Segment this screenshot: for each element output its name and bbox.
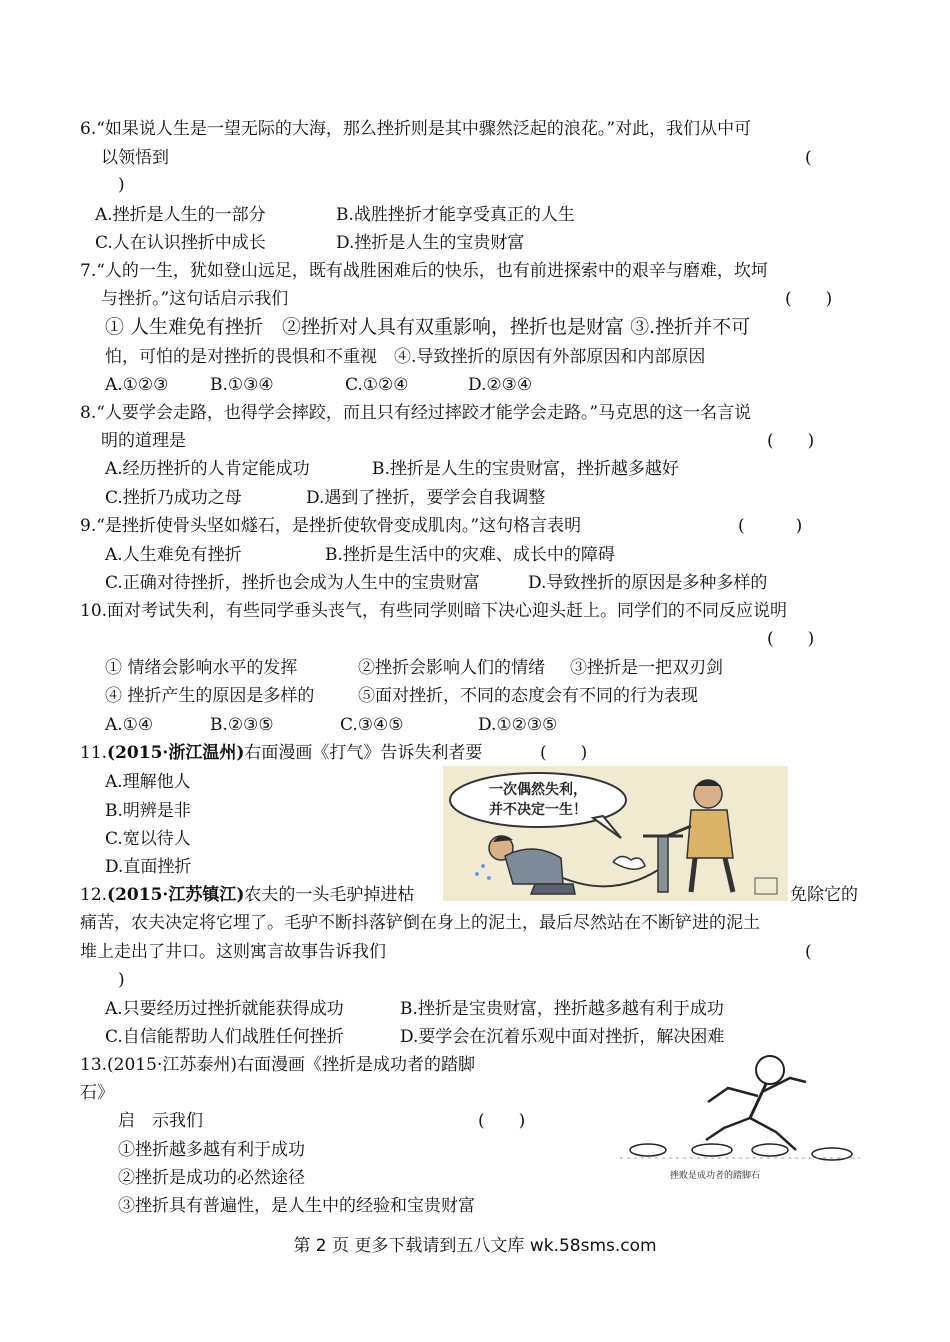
q7-line-1: 7.“人的一生，犹如登山远足，既有战胜困难后的快乐，也有前进探索中的艰辛与磨难，坎坷: [80, 261, 768, 281]
q13-line-2: 石》: [80, 1083, 114, 1103]
q10-statement-3: ③挫折是一把双刃剑: [570, 658, 723, 678]
q10-option-a: A.①④: [105, 715, 154, 735]
cartoon-bubble-line-1: 一次偶然失利，: [489, 782, 587, 798]
q10-option-c: C.③④⑤: [340, 715, 404, 735]
q6-option-a: A.挫折是人生的一部分: [95, 205, 266, 225]
q10-statement-2: ②挫折会影响人们的情绪: [358, 658, 545, 678]
cartoon-caption: 挫败是成功者的踏脚石: [669, 1171, 761, 1181]
q10-statement-5: ⑤面对挫折，不同的态度会有不同的行为表现: [358, 686, 698, 706]
q11-line-1: [80, 741, 482, 765]
q6-paren-close: ): [118, 175, 125, 195]
cartoon-bubble-line-2: 并不决定一生！: [489, 802, 587, 818]
q12-line-1-right: 免除它的: [790, 885, 858, 905]
q10-paren: ( ): [767, 629, 815, 649]
q8-paren: ( ): [767, 431, 815, 451]
q12-line-1-left: 农夫的一头毛驴掉进枯: [244, 885, 415, 905]
q10-line-1: 10.面对考试失利，有些同学垂头丧气，有些同学则暗下决心迎头赶上。同学们的不同反应说明: [80, 601, 788, 621]
q9-option-a: A.人生难免有挫折: [105, 545, 242, 565]
q12-paren-open: (: [805, 942, 812, 962]
q9-option-b: B.挫折是生活中的灾难、成长中的障碍: [325, 545, 615, 565]
q11-option-d: D.直面挫折: [105, 857, 192, 877]
q11-text: 右面漫画《打气》告诉失利者要: [244, 743, 483, 763]
q10-option-b: B.②③⑤: [210, 715, 274, 735]
q7-paren: ( ): [785, 289, 833, 309]
q9-paren: ( ): [738, 516, 803, 536]
q10-statement-4: ④ 挫折产生的原因是多样的: [105, 686, 315, 706]
q11-option-a: A.理解他人: [105, 772, 191, 792]
cartoon-stepping-stones-illustration: [600, 1048, 870, 1183]
q12-option-b: B.挫折是宝贵财富，挫折越多越有利于成功: [400, 999, 724, 1019]
q8-line-1: 8.“人要学会走路，也得学会摔跤，而且只有经过摔跤才能学会走路。”马克思的这一名言说: [80, 403, 752, 423]
q11-paren: ( ): [540, 743, 588, 763]
q12-number: 12.: [80, 885, 108, 905]
cartoon-pump-illustration: [443, 766, 788, 901]
q9-line-1: 9.“是挫折使骨头坚如燧石，是挫折使软骨变成肌肉。”这句格言表明: [80, 516, 582, 536]
q13-statement-3: ③挫折具有普遍性，是人生中的经验和宝贵财富: [118, 1196, 475, 1216]
q12-source: (2015·江苏镇江): [107, 885, 245, 905]
q12-paren-close: ): [118, 970, 125, 990]
q8-option-b: B.挫折是人生的宝贵财富，挫折越多越好: [372, 459, 679, 479]
q7-statements-1: ① 人生难免有挫折 ②挫折对人具有双重影响，挫折也是财富 ③.挫折并不可: [105, 316, 751, 338]
q8-option-a: A.经历挫折的人肯定能成功: [105, 459, 310, 479]
q12-option-d: D.要学会在沉着乐观中面对挫折，解决困难: [400, 1027, 725, 1047]
q9-option-c: C.正确对待挫折，挫折也会成为人生中的宝贵财富: [105, 573, 480, 593]
q6-option-b: B.战胜挫折才能享受真正的人生: [336, 205, 575, 225]
q7-option-d: D.②③④: [468, 375, 533, 395]
q11-option-b: B.明辨是非: [105, 801, 191, 821]
q10-option-d: D.①②③⑤: [478, 715, 558, 735]
q8-line-2: 明的道理是: [101, 431, 186, 451]
q13-line-3: 启 示我们: [118, 1111, 203, 1131]
q12-line-1: [80, 883, 414, 907]
q6-option-d: D.挫折是人生的宝贵财富: [336, 233, 525, 253]
q8-option-c: C.挫折乃成功之母: [105, 488, 242, 508]
q10-statement-1: ① 情绪会影响水平的发挥: [105, 658, 298, 678]
q7-option-c: C.①②④: [345, 375, 409, 395]
q8-option-d: D.遇到了挫折，要学会自我调整: [306, 488, 546, 508]
q11-source: (2015·浙江温州): [107, 743, 245, 763]
q6-line-2: 以领悟到: [101, 148, 169, 168]
q6-line-1: 6.“如果说人生是一望无际的大海，那么挫折则是其中骤然泛起的浪花。”对此，我们从中可: [80, 119, 752, 139]
q7-option-b: B.①③④: [210, 375, 274, 395]
q12-line-2: 痛苦，农夫决定将它埋了。毛驴不断抖落铲倒在身上的泥土，最后尽然站在不断铲进的泥土: [80, 913, 760, 933]
q12-line-3: 堆上走出了井口。这则寓言故事告诉我们: [80, 942, 386, 962]
q13-statement-2: ②挫折是成功的必然途径: [118, 1168, 305, 1188]
q7-option-a: A.①②③: [105, 375, 169, 395]
q6-option-c: C.人在认识挫折中成长: [95, 233, 266, 253]
q7-line-2: 与挫折。”这句话启示我们: [101, 289, 289, 309]
q6-paren-open: (: [805, 148, 812, 168]
q11-option-c: C.宽以待人: [105, 829, 191, 849]
q9-option-d: D.导致挫折的原因是多种多样的: [528, 573, 768, 593]
q12-option-c: C.自信能帮助人们战胜任何挫折: [105, 1027, 344, 1047]
q13-statement-1: ①挫折越多越有利于成功: [118, 1140, 305, 1160]
q13-paren: ( ): [478, 1111, 526, 1131]
q13-line-1: 13.(2015·江苏泰州)右面漫画《挫折是成功者的踏脚: [80, 1055, 475, 1075]
page-footer: 第 2 页 更多下载请到五八文库 wk.58sms.com: [293, 1236, 657, 1256]
q7-statements-2: 怕，可怕的是对挫折的畏惧和不重视 ④.导致挫折的原因有外部原因和内部原因: [105, 347, 706, 367]
q12-option-a: A.只要经历过挫折就能获得成功: [105, 999, 344, 1019]
q11-number: 11.: [80, 743, 108, 763]
